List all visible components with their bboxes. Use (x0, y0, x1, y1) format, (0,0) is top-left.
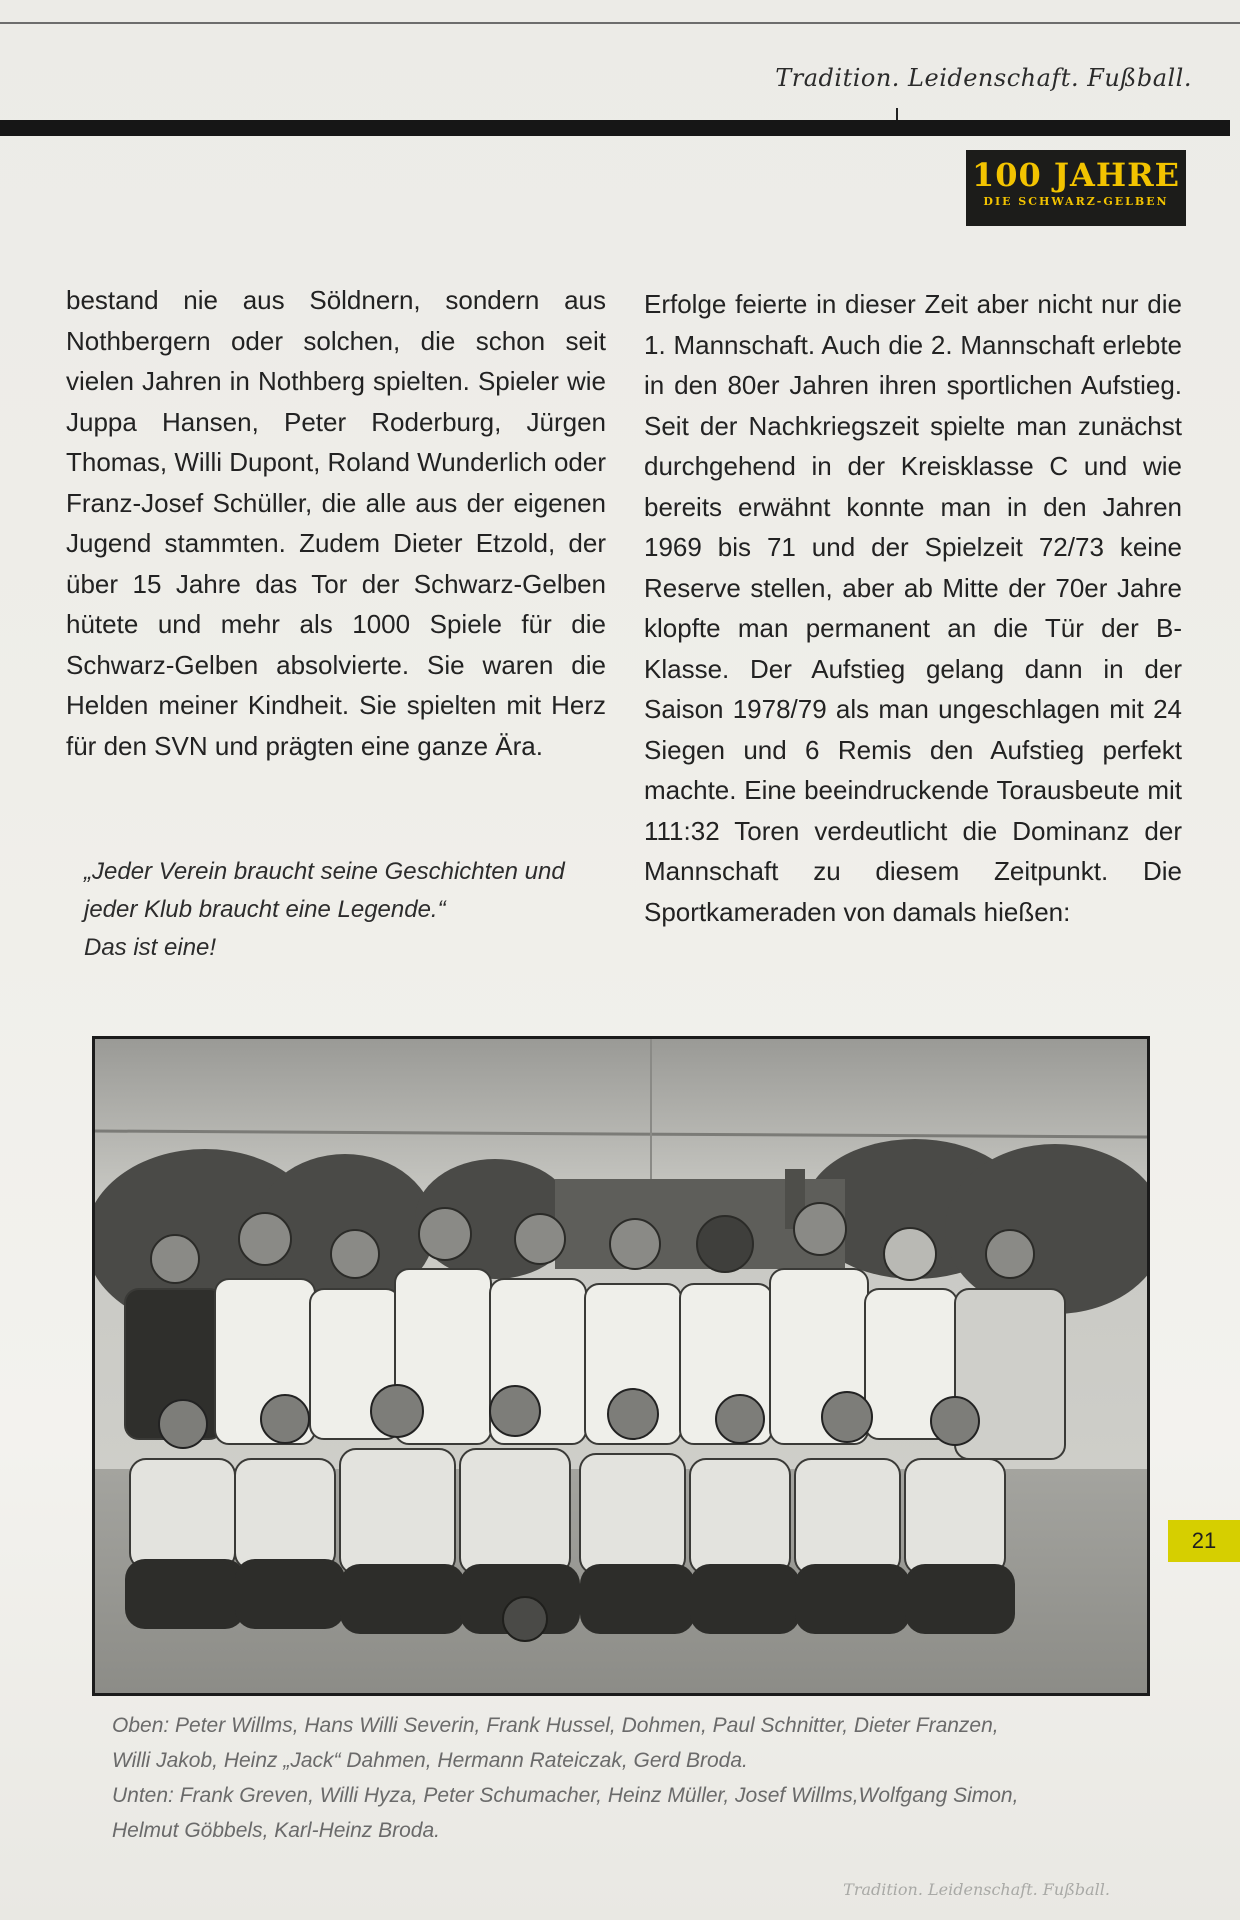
anniversary-badge (966, 150, 1186, 226)
caption-line: Helmut Göbbels, Karl-Heinz Broda. (112, 1819, 440, 1842)
pull-quote (84, 853, 604, 967)
quote-line: jeder Klub braucht eine Legende.“ (84, 896, 446, 923)
caption-line: Unten: Frank Greven, Willi Hyza, Peter Schumacher, Heinz Müller, Josef Willms,Wolfgang Simon, (112, 1784, 1019, 1807)
photo-caption (112, 1708, 1112, 1848)
caption-line: Oben: Peter Willms, Hans Willi Severin, Frank Hussel, Dohmen, Paul Schnitter, Dieter Franzen, (112, 1714, 999, 1737)
team-photo (92, 1036, 1150, 1696)
footer-tagline: Tradition. Leidenschaft. Fußball. (843, 1880, 1110, 1899)
quote-line: Das ist eine! (84, 934, 217, 961)
left-column-text: bestand nie aus Söldnern, sondern aus Nothbergern oder solchen, die schon seit vielen Jahren in Nothberg spielten. Spieler wie Juppa Hansen, Peter Roderburg, Jürgen Thomas, Willi Dupont, Roland Wunderlich oder Franz-Josef Schüller, die alle aus der eigenen Jugend stammten. Zudem Dieter Etzold, der über 15 Jahre das Tor der Schwarz-Gelben hütete und mehr als 1000 Spiele für die Schwarz-Gelben absolvierte. Sie waren die Helden meiner Kindheit. Sie spielten mit Herz für den SVN und prägten eine ganze Ära. (66, 285, 606, 761)
badge-title: 100 JAHRE (971, 156, 1181, 194)
right-column-text: Erfolge feierte in dieser Zeit aber nicht nur die 1. Mannschaft. Auch die 2. Mannschaft erlebte in den 80er Jahren ihren sportlichen Aufstieg. Seit der Nachkriegszeit spielte man zunächst durchgehend in der Kreisklasse C und wie bereits erwähnt konnte man in den Jahren 1969 bis 71 und der Spielzeit 72/73 keine Reserve stellen, aber ab Mitte der 70er Jahre klopfte man permanent an die Tür der B-Klasse. Der Aufstieg gelang dann in der Saison 1978/79 als man ungeschlagen mit 24 Siegen und 6 Remis den Aufstieg perfekt machte. Eine beeindruckende Torausbeute mit 111:32 Toren verdeutlicht die Dominanz der Mannschaft zu diesem Zeitpunkt. Die Sportkameraden von damals hießen: (644, 289, 1182, 927)
team-photo-illustration (95, 1039, 1147, 1693)
caption-line: Willi Jakob, Heinz „Jack“ Dahmen, Hermann Rateiczak, Gerd Broda. (112, 1749, 748, 1772)
header-tagline: Tradition. Leidenschaft. Fußball. (775, 64, 1192, 92)
badge-subtitle: DIE SCHWARZ-GELBEN (983, 195, 1169, 208)
top-rule (0, 22, 1240, 24)
header-bar (0, 120, 1230, 136)
page-number: 21 (1168, 1520, 1240, 1562)
quote-line: „Jeder Verein braucht seine Geschichten und (84, 858, 565, 885)
